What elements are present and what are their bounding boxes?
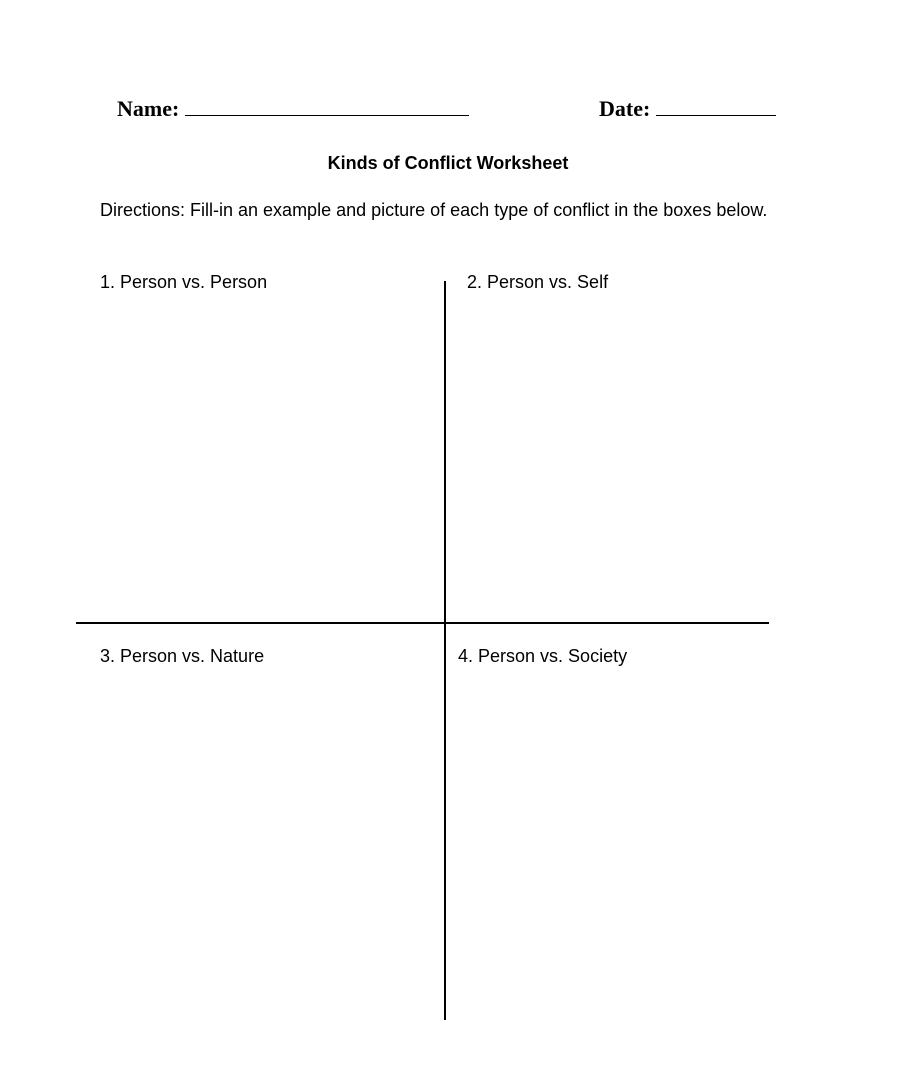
box-label-person-vs-society: 4. Person vs. Society	[458, 646, 628, 666]
box-label-person-vs-person: 1. Person vs. Person	[100, 272, 268, 292]
horizontal-divider	[76, 622, 769, 624]
date-field[interactable]	[599, 96, 776, 122]
name-label: Name:	[117, 96, 180, 121]
vertical-divider	[444, 281, 446, 1020]
date-blank-line[interactable]	[656, 97, 776, 116]
box-label-person-vs-self: 2. Person vs. Self	[467, 272, 609, 292]
directions-text: Directions: Fill-in an example and picture of each type of conflict in the boxes below.	[100, 200, 768, 220]
date-label: Date:	[599, 96, 651, 121]
name-field[interactable]	[117, 96, 469, 122]
worksheet-title: Kinds of Conflict Worksheet	[327, 153, 569, 173]
name-blank-line[interactable]	[185, 97, 469, 116]
box-label-person-vs-nature: 3. Person vs. Nature	[100, 646, 265, 666]
